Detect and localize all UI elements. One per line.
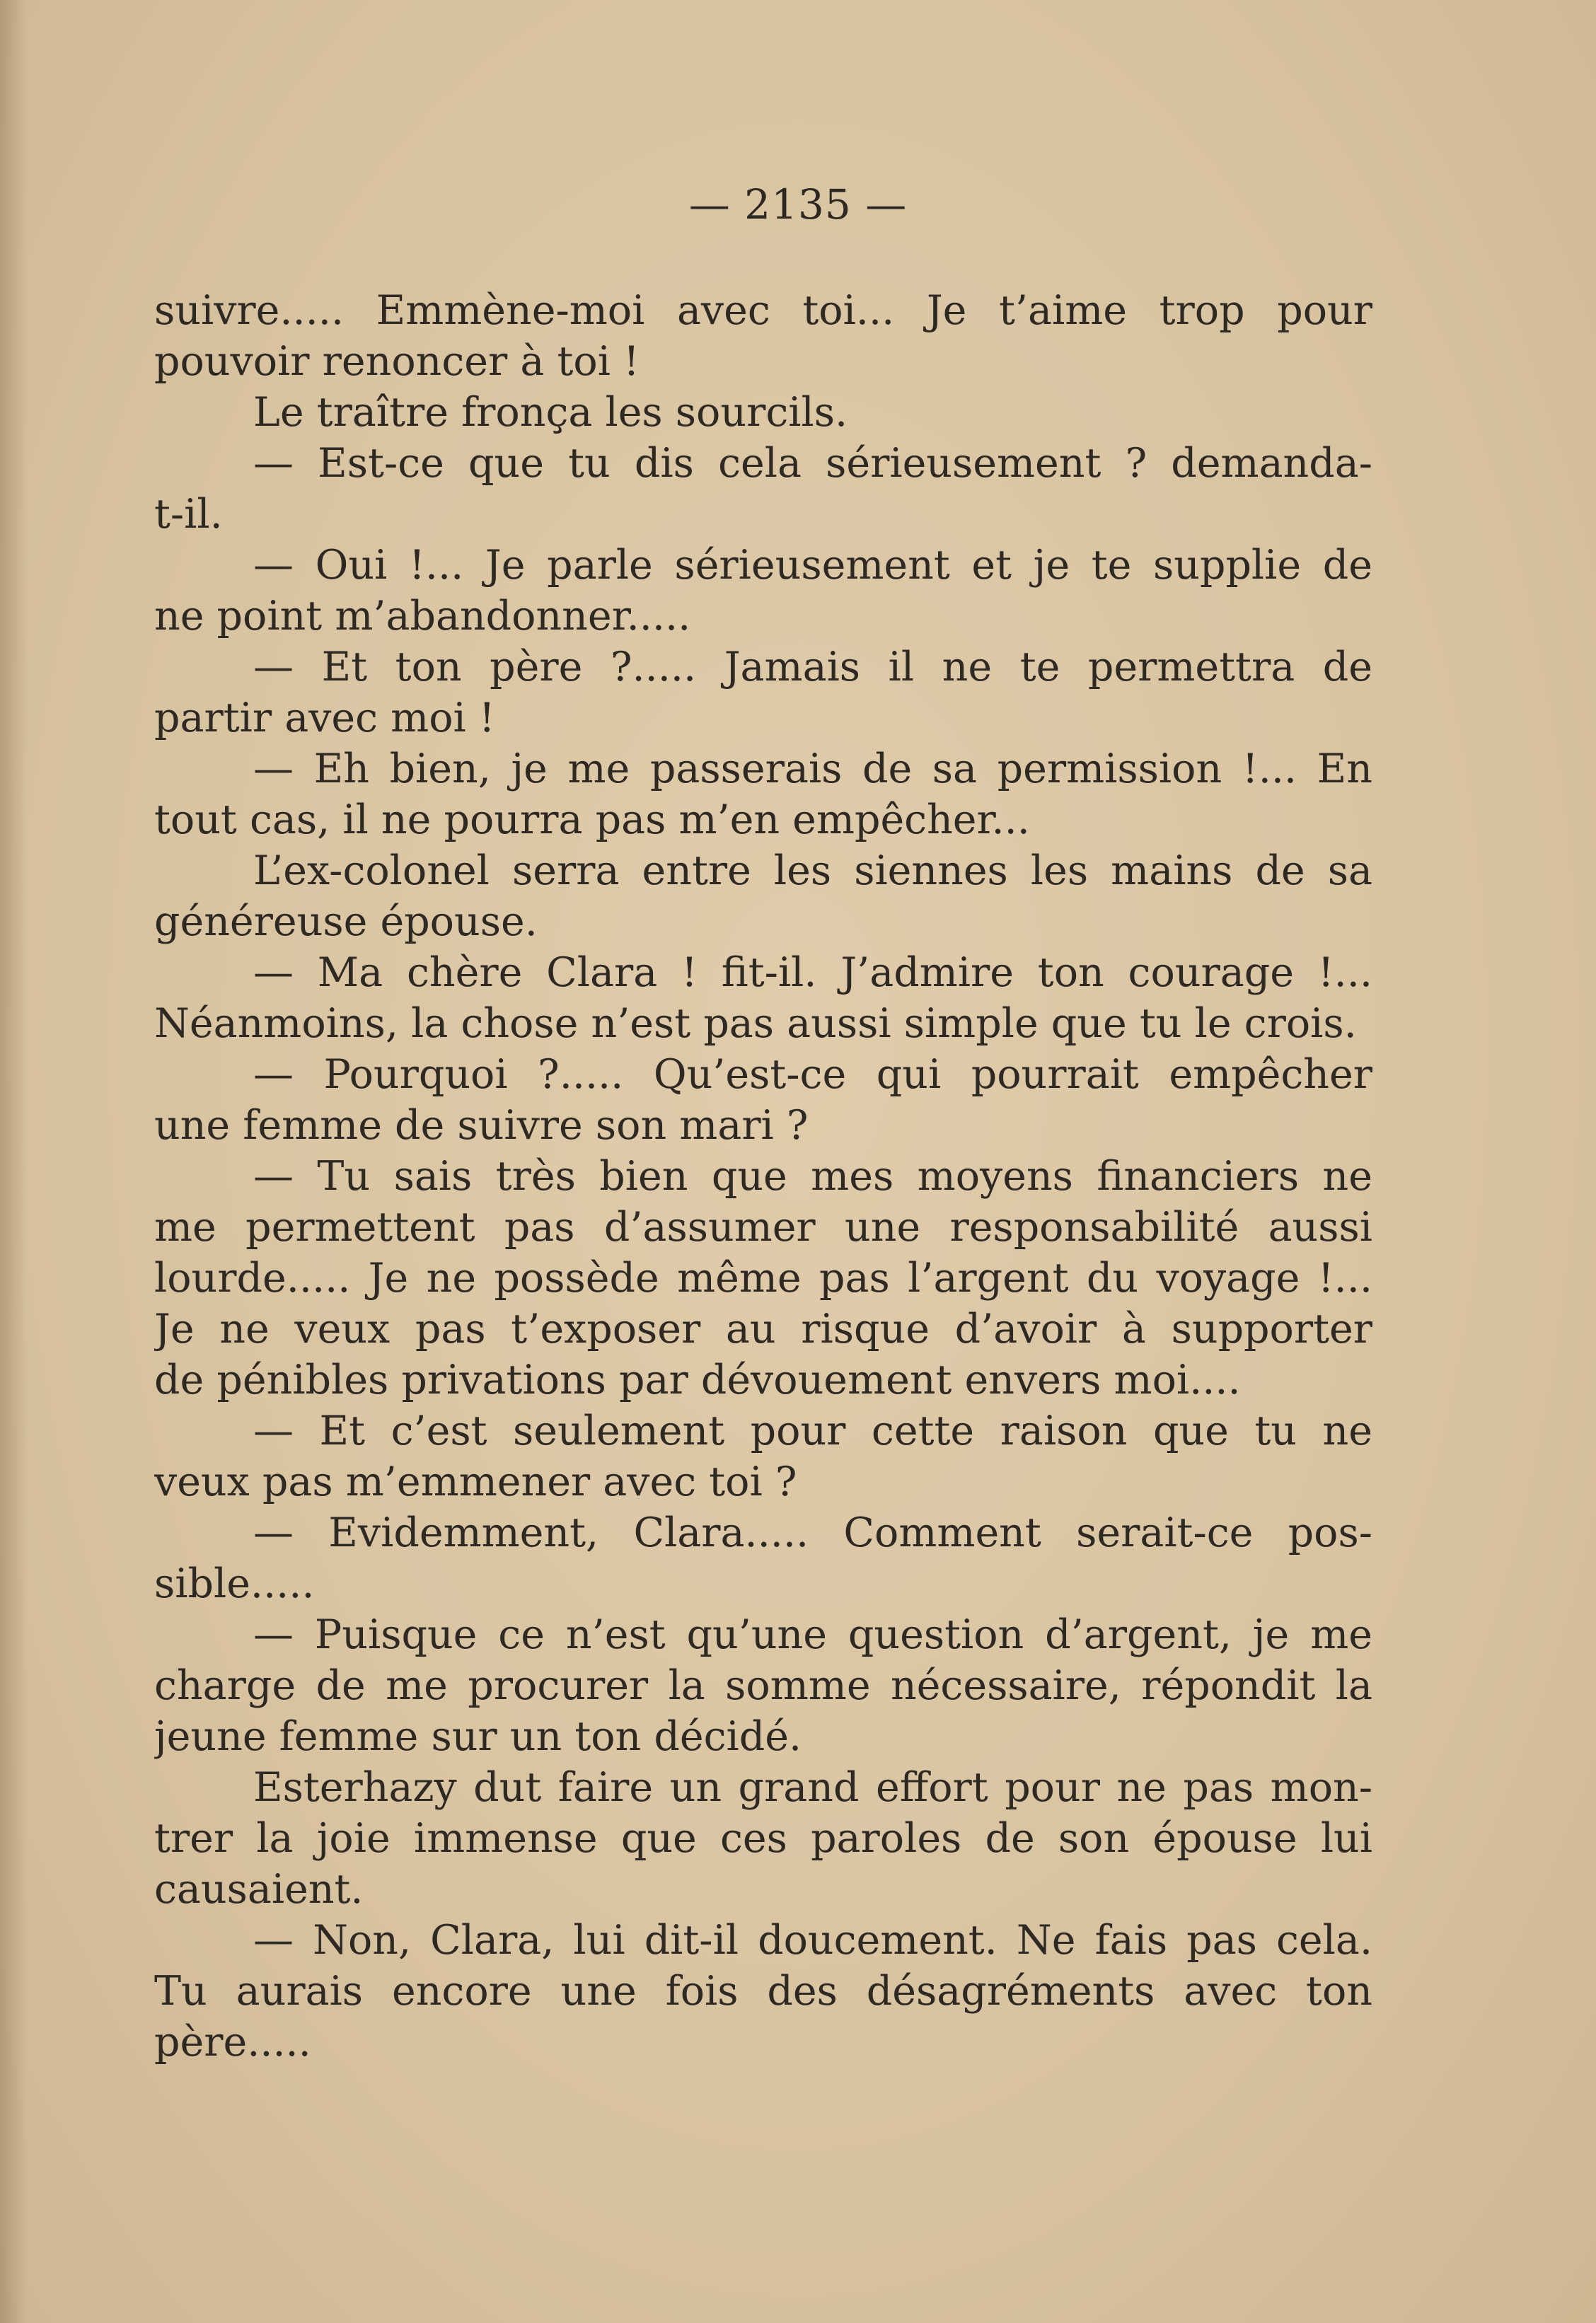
text-line: — Evidemment, Clara..... Comment serait-ce pos-: [253, 1510, 1372, 1556]
body-text: [154, 285, 1372, 2068]
text-line: père.....: [154, 2019, 311, 2066]
text-line: causaient.: [154, 1866, 364, 1913]
text-line: — Est-ce que tu dis cela sérieusement ? demanda-: [253, 440, 1372, 487]
text-line: généreuse épouse.: [154, 898, 538, 945]
text-line: Néanmoins, la chose n’est pas aussi simple que tu le crois.: [154, 1000, 1357, 1047]
text-line: suivre..... Emmène-moi avec toi... Je t’aime trop pour: [154, 287, 1372, 334]
text-line: ne point m’abandonner.....: [154, 593, 691, 639]
text-line: — Tu sais très bien que mes moyens financiers ne: [253, 1153, 1372, 1200]
text-line: Le traître fronça les sourcils.: [253, 389, 848, 436]
text-line: pouvoir renoncer à toi !: [154, 338, 640, 385]
text-line: veux pas m’emmener avec toi ?: [154, 1459, 797, 1505]
text-line: lourde..... Je ne possède même pas l’argent du voyage !...: [154, 1255, 1372, 1302]
text-line: charge de me procurer la somme nécessaire, répondit la: [154, 1662, 1372, 1709]
text-line: jeune femme sur un ton décidé.: [154, 1713, 802, 1760]
text-line: Je ne veux pas t’exposer au risque d’avoir à supporter: [154, 1306, 1372, 1352]
text-line: Esterhazy dut faire un grand effort pour ne pas mon-: [253, 1764, 1372, 1811]
text-line: me permettent pas d’assumer une responsabilité aussi: [154, 1204, 1372, 1251]
text-line: t-il.: [154, 491, 223, 538]
text-line: — Eh bien, je me passerais de sa permission !... En: [253, 746, 1372, 792]
text-line: — Puisque ce n’est qu’une question d’argent, je me: [253, 1611, 1372, 1658]
text-line: — Et ton père ?..... Jamais il ne te permettra de: [253, 644, 1372, 690]
text-line: — Pourquoi ?..... Qu’est-ce qui pourrait empêcher: [253, 1051, 1372, 1098]
text-line: trer la joie immense que ces paroles de son épouse lui: [154, 1815, 1372, 1862]
text-line: une femme de suivre son mari ?: [154, 1102, 809, 1149]
text-line: — Oui !... Je parle sérieusement et je te supplie de: [253, 542, 1372, 589]
text-line: partir avec moi !: [154, 695, 495, 741]
page-number: — 2135 —: [688, 180, 908, 228]
text-line: tout cas, il ne pourra pas m’en empêcher...: [154, 796, 1030, 843]
text-line: L’ex-colonel serra entre les siennes les mains de sa: [253, 847, 1372, 894]
text-line: — Non, Clara, lui dit-il doucement. Ne fais pas cela.: [253, 1917, 1372, 1964]
text-line: — Ma chère Clara ! fit-il. J’admire ton courage !...: [253, 949, 1372, 996]
text-line: Tu aurais encore une fois des désagréments avec ton: [154, 1968, 1372, 2015]
text-line: — Et c’est seulement pour cette raison que tu ne: [253, 1408, 1372, 1454]
text-line: de pénibles privations par dévouement envers moi....: [154, 1357, 1241, 1403]
text-line: sible.....: [154, 1560, 315, 1607]
